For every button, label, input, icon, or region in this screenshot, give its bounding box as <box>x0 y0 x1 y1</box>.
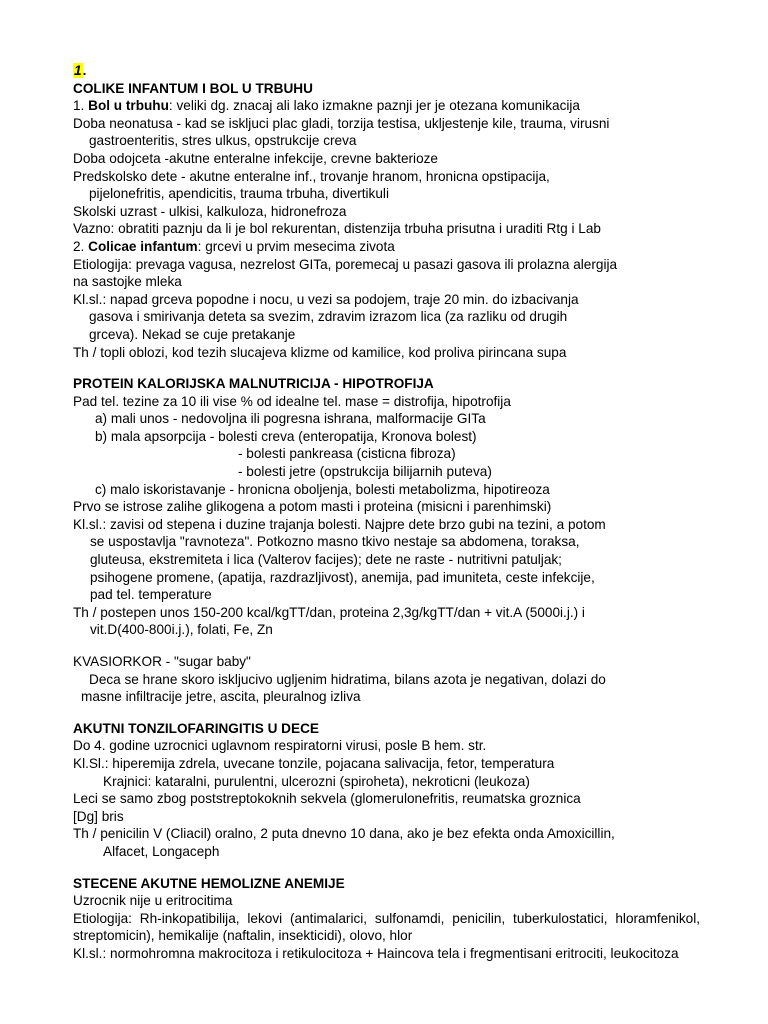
text-line: Skolski uzrast - ulkisi, kalkuloza, hidronefroza <box>73 203 347 219</box>
text-line: Kl.Sl.: hiperemija zdrela, uvecane tonzile, pojacana salivacija, fetor, temperatura <box>73 755 555 771</box>
section-heading: COLIKE INFANTUM I BOL U TRBUHU <box>73 80 313 96</box>
text-line: Kl.sl.: napad grceva popodne i nocu, u vezi sa podojem, traje 20 min. do izbacivanja <box>73 291 579 307</box>
text-line: vit.D(400-800i.j.), folati, Fe, Zn <box>90 622 273 638</box>
text-line: pijelonefritis, apendicitis, trauma trbuha, divertikuli <box>89 186 389 202</box>
text-line: Prvo se istrose zalihe glikogena a potom masti i proteina (misicni i parenhimski) <box>73 499 552 515</box>
section-heading: AKUTNI TONZILOFARINGITIS U DECE <box>73 720 319 736</box>
text-line: Th / topli oblozi, kod tezih slucajeva klizme od kamilice, kod proliva pirincana supa <box>73 344 567 360</box>
highlighted-number: 1 <box>74 63 82 78</box>
paragraph: 2. Colicae infantum: grcevi u prvim mesecima zivota <box>73 238 395 254</box>
text-line: Doba odojceta -akutne enteralne infekcije, crevne bakterioze <box>73 150 438 166</box>
text-line: Krajnici: kataralni, purulentni, ulcerozni (spiroheta), nekroticni (leukoza) <box>103 773 530 789</box>
text-line: Th / penicilin V (Cliacil) oralno, 2 puta dnevno 10 dana, ako je bez efekta onda Amoxicillin, <box>73 826 615 842</box>
text-line: psihogene promene, (apatija, razdrazljivost), anemija, pad imuniteta, ceste infekcije, <box>90 569 595 585</box>
list-item: b) mala apsorpcija - bolesti creva (enteropatija, Kronova bolest) <box>95 428 477 444</box>
section-number: 1. <box>74 63 87 78</box>
text-line: Pad tel. tezine za 10 ili vise % od idealne tel. mase = distrofija, hipotrofija <box>73 393 511 409</box>
paragraph: 1. Bol u trbuhu: veliki dg. znacaj ali lako izmakne paznji jer je otezana komunikacija <box>73 98 580 114</box>
text-line: Alfacet, Longaceph <box>103 843 220 859</box>
text-line: na sastojke mleka <box>73 274 182 290</box>
text-line: Leci se samo zbog poststreptokoknih sekvela (glomerulonefritis, reumatska groznica <box>73 791 581 807</box>
text-line: pad tel. temperature <box>90 587 212 603</box>
text-line: Etiologija: prevaga vagusa, nezrelost GITa, poremecaj u pasazi gasova ili prolazna alergija <box>73 256 618 272</box>
text-line: Kl.sl.: zavisi od stepena i duzine trajanja bolesti. Najpre dete brzo gubi na tezini, a potom <box>73 516 606 532</box>
list-subitem: - bolesti pankreasa (cisticna fibroza) <box>238 446 456 462</box>
document-body <box>73 62 700 963</box>
text-line: se uspostavlja "ravnoteza". Potkozno masno tkivo nestaje sa abdomena, toraksa, <box>90 534 580 550</box>
text-line: gastroenteritis, stres ulkus, opstrukcije creva <box>89 133 357 149</box>
text-line: masne infiltracije jetre, ascita, pleuralnog izliva <box>81 689 361 705</box>
text-line: Doba neonatusa - kad se iskljuci plac gladi, torzija testisa, ukljestenje kile, trauma, virusni <box>73 115 610 131</box>
list-item: a) mali unos - nedovoljna ili pogresna ishrana, malformacije GITa <box>95 411 486 427</box>
text-line: Vazno: obratiti paznju da li je bol rekurentan, distenzija trbuha prisutna i uraditi Rtg i Lab <box>73 221 601 237</box>
text-line: gluteusa, ekstremiteta i lica (Valterov facijes); dete ne raste - nutritivni patuljak; <box>90 552 562 568</box>
subsection-heading: KVASIORKOR - "sugar baby" <box>73 654 251 669</box>
text-line: Predskolsko dete - akutne enteralne inf., trovanje hranom, hronicna opstipacija, <box>73 168 550 184</box>
section-heading: STECENE AKUTNE HEMOLIZNE ANEMIJE <box>73 875 345 891</box>
section-heading: PROTEIN KALORIJSKA MALNUTRICIJA - HIPOTROFIJA <box>73 376 434 392</box>
text-line: Do 4. godine uzrocnici uglavnom respiratorni virusi, posle B hem. str. <box>73 738 487 754</box>
text-paragraph: Kl.sl.: normohromna makrocitoza i retikulocitoza + Haincova tela i fregmentisani eritrociti, leukocitoza <box>73 945 679 961</box>
text-line: Deca se hrane skoro iskljucivo ugljenim hidratima, bilans azota je negativan, dolazi do <box>89 671 606 687</box>
text-line: grceva). Nekad se cuje pretakanje <box>89 326 296 342</box>
text-line: Th / postepen unos 150-200 kcal/kgTT/dan, proteina 2,3g/kgTT/dan + vit.A (5000i.j.) i <box>73 604 585 620</box>
text-line: gasova i smirivanja deteta sa svezim, zdravim izrazom lica (za razliku od drugih <box>89 309 568 325</box>
list-subitem: - bolesti jetre (opstrukcija bilijarnih puteva) <box>238 464 492 480</box>
text-paragraph: Etiologija: Rh-inkopatibilija, lekovi (antimalarici, sulfonamdi, penicilin, tuberkulostatici, hloramfenikol, streptomicin), hemikalije (naftalin, insekticidi), olovo, hlor <box>73 910 700 944</box>
text-line: [Dg] bris <box>73 808 124 824</box>
list-item: c) malo iskoristavanje - hronicna oboljenja, bolesti metabolizma, hipotireoza <box>95 481 550 497</box>
text-line: Uzrocnik nije u eritrocitima <box>73 893 233 909</box>
